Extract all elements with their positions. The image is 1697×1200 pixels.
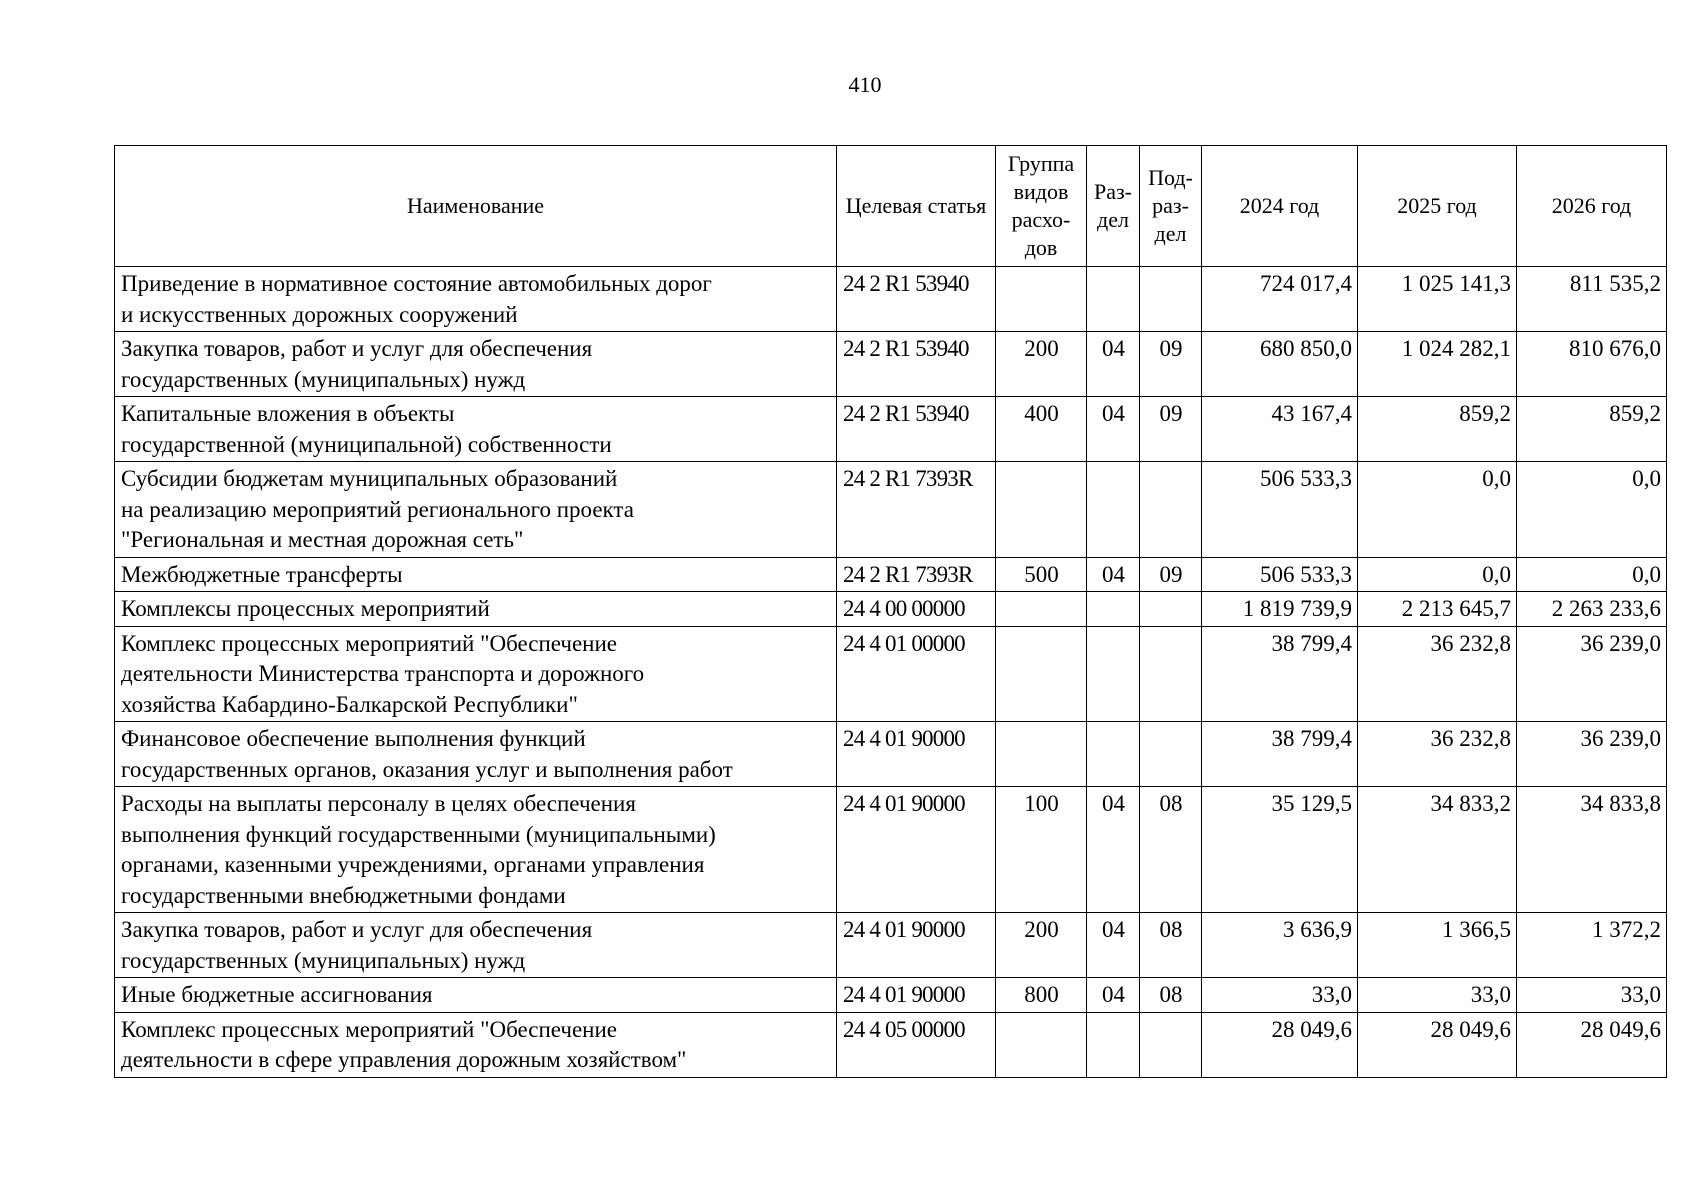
table-row — [115, 267, 1667, 332]
cell-section: 04 — [1087, 978, 1140, 1013]
header-name: Наименование — [115, 146, 837, 267]
cell-name-line: Расходы на выплаты персоналу в целях обеспечения — [121, 791, 636, 816]
cell-target-article: 24 2 R1 53940 — [837, 397, 996, 462]
table-row — [115, 913, 1667, 978]
cell-name-line: деятельности Министерства транспорта и дорожного — [121, 661, 645, 686]
cell-year-2025: 28 049,6 — [1358, 1012, 1517, 1077]
cell-target-article: 24 4 05 00000 — [837, 1012, 996, 1077]
cell-name-line: хозяйства Кабардино-Балкарской Республики" — [121, 691, 578, 717]
cell-year-2026: 810 676,0 — [1517, 332, 1667, 397]
cell-year-2026: 0,0 — [1517, 557, 1667, 592]
cell-name — [115, 626, 837, 722]
cell-subsection: 08 — [1140, 978, 1202, 1013]
cell-subsection: 09 — [1140, 332, 1202, 397]
cell-name-line: Комплекс процессных мероприятий "Обеспечение — [121, 1016, 618, 1042]
cell-name — [115, 1012, 837, 1077]
cell-name — [115, 787, 837, 913]
cell-year-2024: 33,0 — [1202, 978, 1358, 1013]
cell-section: 04 — [1087, 397, 1140, 462]
header-subsection: Под-раз-дел — [1140, 146, 1202, 267]
cell-target-article: 24 2 R1 7393R — [837, 557, 996, 592]
cell-subsection — [1140, 592, 1202, 627]
cell-target-article: 24 4 01 90000 — [837, 978, 996, 1013]
cell-section — [1087, 267, 1140, 332]
cell-expense-group — [996, 1012, 1087, 1077]
cell-year-2025: 33,0 — [1358, 978, 1517, 1013]
cell-subsection: 09 — [1140, 397, 1202, 462]
cell-expense-group — [996, 592, 1087, 627]
cell-year-2025: 0,0 — [1358, 557, 1517, 592]
cell-year-2026: 0,0 — [1517, 462, 1667, 558]
cell-year-2026: 1 372,2 — [1517, 913, 1667, 978]
cell-name-line: органами, казенными учреждениями, органами управления — [121, 852, 705, 877]
cell-name-line: Субсидии бюджетам муниципальных образований — [121, 466, 618, 491]
cell-name — [115, 592, 837, 627]
table-row — [115, 332, 1667, 397]
cell-name — [115, 557, 837, 592]
cell-name — [115, 722, 837, 787]
cell-subsection: 08 — [1140, 787, 1202, 913]
cell-name — [115, 978, 837, 1013]
table-row — [115, 462, 1667, 558]
cell-name-line: Межбюджетные трансферты — [121, 561, 403, 587]
page-number: 410 — [848, 72, 882, 97]
cell-expense-group: 500 — [996, 557, 1087, 592]
cell-section — [1087, 626, 1140, 722]
cell-year-2025: 34 833,2 — [1358, 787, 1517, 913]
table-header-row — [115, 146, 1667, 267]
table-row — [115, 592, 1667, 627]
cell-section — [1087, 462, 1140, 558]
cell-year-2026: 33,0 — [1517, 978, 1667, 1013]
cell-name-line: государственных органов, оказания услуг и выполнения работ — [121, 756, 733, 782]
cell-target-article: 24 2 R1 7393R — [837, 462, 996, 558]
cell-year-2024: 38 799,4 — [1202, 722, 1358, 787]
cell-name — [115, 332, 837, 397]
cell-year-2025: 1 366,5 — [1358, 913, 1517, 978]
cell-subsection: 08 — [1140, 913, 1202, 978]
cell-name-line: "Региональная и местная дорожная сеть" — [121, 527, 524, 552]
cell-name-line: государственных (муниципальных) нужд — [121, 366, 526, 392]
cell-expense-group — [996, 462, 1087, 558]
cell-year-2026: 36 239,0 — [1517, 722, 1667, 787]
table-row — [115, 626, 1667, 722]
cell-target-article: 24 4 01 00000 — [837, 626, 996, 722]
header-year-2025: 2025 год — [1358, 146, 1517, 267]
cell-year-2025: 1 024 282,1 — [1358, 332, 1517, 397]
cell-target-article: 24 4 01 90000 — [837, 722, 996, 787]
cell-target-article: 24 4 01 90000 — [837, 787, 996, 913]
cell-year-2026: 859,2 — [1517, 397, 1667, 462]
cell-expense-group — [996, 267, 1087, 332]
header-expense-group: Группа видов расхо-дов — [996, 146, 1087, 267]
cell-year-2025: 36 232,8 — [1358, 722, 1517, 787]
cell-year-2024: 35 129,5 — [1202, 787, 1358, 913]
cell-subsection — [1140, 462, 1202, 558]
cell-name-line: и искусственных дорожных сооружений — [121, 301, 518, 327]
cell-expense-group: 400 — [996, 397, 1087, 462]
cell-expense-group — [996, 626, 1087, 722]
cell-year-2026: 28 049,6 — [1517, 1012, 1667, 1077]
cell-name-line: Закупка товаров, работ и услуг для обеспечения — [121, 917, 593, 942]
cell-section: 04 — [1087, 332, 1140, 397]
cell-subsection: 09 — [1140, 557, 1202, 592]
cell-name-line: государственными внебюджетными фондами — [121, 882, 566, 908]
cell-target-article: 24 2 R1 53940 — [837, 267, 996, 332]
cell-section: 04 — [1087, 913, 1140, 978]
table-row — [115, 397, 1667, 462]
cell-subsection — [1140, 722, 1202, 787]
cell-name-line: Закупка товаров, работ и услуг для обеспечения — [121, 336, 593, 361]
cell-expense-group: 200 — [996, 332, 1087, 397]
cell-expense-group: 100 — [996, 787, 1087, 913]
cell-year-2025: 36 232,8 — [1358, 626, 1517, 722]
cell-section: 04 — [1087, 787, 1140, 913]
cell-year-2024: 38 799,4 — [1202, 626, 1358, 722]
cell-year-2024: 28 049,6 — [1202, 1012, 1358, 1077]
table-row — [115, 722, 1667, 787]
cell-name-line: Капитальные вложения в объекты — [121, 401, 455, 426]
cell-year-2025: 1 025 141,3 — [1358, 267, 1517, 332]
cell-name-line: государственных (муниципальных) нужд — [121, 947, 526, 973]
cell-name-line: Комплексы процессных мероприятий — [121, 596, 490, 621]
cell-target-article: 24 4 01 90000 — [837, 913, 996, 978]
cell-year-2025: 2 213 645,7 — [1358, 592, 1517, 627]
header-section: Раз-дел — [1087, 146, 1140, 267]
cell-year-2024: 3 636,9 — [1202, 913, 1358, 978]
header-year-2026: 2026 год — [1517, 146, 1667, 267]
cell-expense-group: 800 — [996, 978, 1087, 1013]
cell-year-2024: 506 533,3 — [1202, 557, 1358, 592]
cell-year-2024: 1 819 739,9 — [1202, 592, 1358, 627]
table-body — [115, 267, 1667, 1078]
cell-year-2026: 36 239,0 — [1517, 626, 1667, 722]
cell-name — [115, 267, 837, 332]
cell-name-line: на реализацию мероприятий регионального проекта — [121, 496, 634, 522]
table-row — [115, 1012, 1667, 1077]
table-row — [115, 978, 1667, 1013]
header-target-article: Целевая статья — [837, 146, 996, 267]
cell-year-2024: 724 017,4 — [1202, 267, 1358, 332]
cell-year-2024: 43 167,4 — [1202, 397, 1358, 462]
table-row — [115, 557, 1667, 592]
cell-name-line: деятельности в сфере управления дорожным хозяйством" — [121, 1047, 687, 1072]
cell-name — [115, 913, 837, 978]
cell-name-line: Финансовое обеспечение выполнения функций — [121, 726, 586, 751]
cell-year-2026: 2 263 233,6 — [1517, 592, 1667, 627]
cell-year-2024: 680 850,0 — [1202, 332, 1358, 397]
cell-year-2026: 811 535,2 — [1517, 267, 1667, 332]
cell-section — [1087, 1012, 1140, 1077]
cell-section — [1087, 722, 1140, 787]
cell-name — [115, 397, 837, 462]
cell-subsection — [1140, 267, 1202, 332]
cell-name — [115, 462, 837, 558]
cell-expense-group: 200 — [996, 913, 1087, 978]
cell-name-line: выполнения функций государственными (муниципальными) — [121, 821, 716, 847]
cell-name-line: государственной (муниципальной) собственности — [121, 431, 612, 457]
cell-target-article: 24 2 R1 53940 — [837, 332, 996, 397]
cell-name-line: Иные бюджетные ассигнования — [121, 982, 433, 1007]
budget-table — [114, 145, 1667, 1078]
cell-subsection — [1140, 626, 1202, 722]
cell-section — [1087, 592, 1140, 627]
cell-year-2025: 859,2 — [1358, 397, 1517, 462]
cell-year-2024: 506 533,3 — [1202, 462, 1358, 558]
cell-target-article: 24 4 00 00000 — [837, 592, 996, 627]
cell-name-line: Комплекс процессных мероприятий "Обеспечение — [121, 630, 618, 656]
cell-section: 04 — [1087, 557, 1140, 592]
cell-name-line: Приведение в нормативное состояние автомобильных дорог — [121, 271, 712, 296]
cell-expense-group — [996, 722, 1087, 787]
header-year-2024: 2024 год — [1202, 146, 1358, 267]
table-row — [115, 787, 1667, 913]
cell-year-2025: 0,0 — [1358, 462, 1517, 558]
cell-year-2026: 34 833,8 — [1517, 787, 1667, 913]
cell-subsection — [1140, 1012, 1202, 1077]
